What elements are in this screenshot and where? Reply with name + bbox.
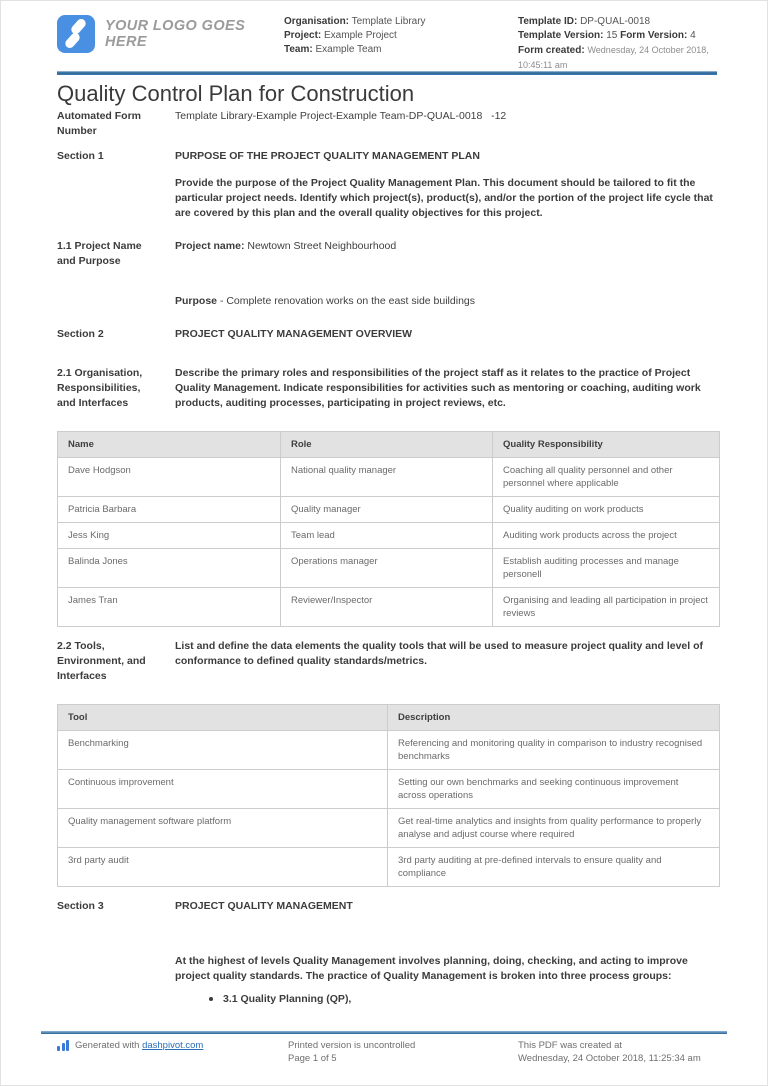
pdf-created-timestamp: Wednesday, 24 October 2018, 11:25:34 am xyxy=(518,1053,701,1064)
section-3-body: At the highest of levels Quality Management involves planning, doing, checking, and acting to improve project quality standards. The practice of Quality Management is broken into three process groups: xyxy=(175,955,688,982)
section-1-1-row xyxy=(57,239,717,309)
table-cell: Reviewer/Inspector xyxy=(281,588,493,627)
form-created-label: Form created: xyxy=(518,45,585,56)
generated-with-text: Generated with xyxy=(75,1040,140,1051)
section-2-row xyxy=(57,327,717,342)
table-cell: Quality management software platform xyxy=(58,809,388,848)
table-row xyxy=(58,809,720,848)
table-row xyxy=(58,497,720,523)
form-version-value: 4 xyxy=(690,30,696,41)
page-header xyxy=(1,1,767,70)
table-cell: National quality manager xyxy=(281,458,493,497)
dashpivot-link[interactable]: dashpivot.com xyxy=(142,1040,204,1051)
table-cell: Patricia Barbara xyxy=(58,497,281,523)
purpose-label: Purpose xyxy=(175,295,218,307)
section-2-1-body: Describe the primary roles and responsibilities of the project staff as it relates to the practice of Project Quality Management. Indicate responsibilities for activities such as mentoring or coaching, auditing work products, auditing processes, participating in project reviews, etc. xyxy=(175,367,701,409)
table-cell: Quality auditing on work products xyxy=(493,497,720,523)
section-3-bullet-item xyxy=(209,992,717,1007)
section-3-label: Section 3 xyxy=(57,900,104,912)
table-cell: Dave Hodgson xyxy=(58,458,281,497)
table-cell: Continuous improvement xyxy=(58,770,388,809)
header-meta-left xyxy=(284,15,518,57)
organisation-value: Template Library xyxy=(351,16,426,27)
logo xyxy=(57,15,284,53)
table-cell: 3rd party audit xyxy=(58,848,388,887)
tools-header-description: Description xyxy=(388,705,720,731)
section-1-body: Provide the purpose of the Project Quality Management Plan. This document should be tailored to fit the particular project needs. Identify which project(s), product(s), and/or the portion of the project life cycle that are covered by this plan and the overall quality objectives for this project. xyxy=(175,177,713,219)
purpose-line xyxy=(175,294,717,309)
section-2-1-label: 2.1 Organisation, Responsibilities, and Interfaces xyxy=(57,367,143,409)
table-cell: Coaching all quality personnel and other personnel where applicable xyxy=(493,458,720,497)
page-number-text: Page 1 of 5 xyxy=(288,1053,337,1064)
versions-line xyxy=(518,29,717,43)
tools-table-header-row xyxy=(58,705,720,731)
table-cell: Organising and leading all participation in project reviews xyxy=(493,588,720,627)
team-value: Example Team xyxy=(315,44,382,55)
project-line xyxy=(284,29,518,43)
section-1-1-label: 1.1 Project Name and Purpose xyxy=(57,240,142,267)
footer-created xyxy=(518,1039,727,1065)
section-3-row xyxy=(57,899,717,1007)
bullet-icon xyxy=(209,997,213,1001)
roles-table-header-row xyxy=(58,432,720,458)
section-2-heading: PROJECT QUALITY MANAGEMENT OVERVIEW xyxy=(175,328,413,340)
roles-header-role: Role xyxy=(281,432,493,458)
footer-printed xyxy=(288,1039,518,1065)
table-row xyxy=(58,588,720,627)
organisation-label: Organisation: xyxy=(284,16,350,27)
organisation-line xyxy=(284,15,518,29)
page-title: Quality Control Plan for Construction xyxy=(57,81,415,106)
table-cell: Auditing work products across the project xyxy=(493,523,720,549)
table-cell: Get real-time analytics and insights from quality performance to properly analyse and adjust course where required xyxy=(388,809,720,848)
form-created-line xyxy=(518,43,717,73)
automated-form-number-row xyxy=(57,109,717,139)
table-cell: Benchmarking xyxy=(58,731,388,770)
section-2-2-label: 2.2 Tools, Environment, and Interfaces xyxy=(57,640,146,682)
template-id-value: DP-QUAL-0018 xyxy=(580,16,651,27)
automated-form-number-value: Template Library-Example Project-Example Team-DP-QUAL-0018 -12 xyxy=(175,110,507,122)
template-id-label: Template ID: xyxy=(518,16,578,27)
section-1-label: Section 1 xyxy=(57,150,104,162)
form-version-label: Form Version: xyxy=(620,30,688,41)
section-2-2-body: List and define the data elements the quality tools that will be used to measure project quality and level of conformance to defined quality standards/metrics. xyxy=(175,640,704,667)
printed-version-text: Printed version is uncontrolled xyxy=(288,1040,416,1051)
footer-generated xyxy=(41,1039,288,1065)
table-cell: Quality manager xyxy=(281,497,493,523)
pdf-created-label: This PDF was created at xyxy=(518,1040,623,1051)
table-row xyxy=(58,770,720,809)
table-cell: Referencing and monitoring quality in comparison to industry recognised benchmarks xyxy=(388,731,720,770)
table-row xyxy=(58,523,720,549)
section-2-2-row xyxy=(57,639,717,684)
automated-form-number-label: Automated Form Number xyxy=(57,110,141,137)
table-row xyxy=(58,731,720,770)
table-row xyxy=(58,848,720,887)
table-cell: Setting our own benchmarks and seeking continuous improvement across operations xyxy=(388,770,720,809)
section-3-heading: PROJECT QUALITY MANAGEMENT xyxy=(175,900,353,912)
form-created-value: Wednesday, 24 October 2018, 10:45:11 am xyxy=(518,45,709,70)
template-version-label: Template Version: xyxy=(518,30,604,41)
table-cell: Team lead xyxy=(281,523,493,549)
project-value: Example Project xyxy=(324,30,397,41)
tools-table xyxy=(57,704,720,887)
logo-icon xyxy=(57,15,95,53)
table-cell: Jess King xyxy=(58,523,281,549)
section-2-label: Section 2 xyxy=(57,328,104,340)
table-cell: Establish auditing processes and manage personell xyxy=(493,549,720,588)
purpose-value: - Complete renovation works on the east side buildings xyxy=(219,295,475,307)
table-cell: Operations manager xyxy=(281,549,493,588)
template-version-value: 15 xyxy=(606,30,618,41)
section-2-1-row xyxy=(57,366,717,411)
section-1-heading: PURPOSE OF THE PROJECT QUALITY MANAGEMENT PLAN xyxy=(175,150,480,162)
team-label: Team: xyxy=(284,44,313,55)
table-row xyxy=(58,458,720,497)
header-meta-right xyxy=(518,15,717,73)
section-1-row xyxy=(57,149,717,221)
page-footer xyxy=(41,1031,727,1065)
project-name-value: Newtown Street Neighbourhood xyxy=(247,240,397,252)
generated-with-line xyxy=(75,1039,203,1052)
tools-header-tool: Tool xyxy=(58,705,388,731)
roles-table xyxy=(57,431,720,627)
roles-header-name: Name xyxy=(58,432,281,458)
team-line xyxy=(284,43,518,57)
project-name-label: Project name: xyxy=(175,240,245,252)
table-cell: Balinda Jones xyxy=(58,549,281,588)
bullet-text: 3.1 Quality Planning (QP), xyxy=(223,993,352,1005)
logo-placeholder-text: YOUR LOGO GOES HERE xyxy=(105,18,246,50)
roles-header-responsibility: Quality Responsibility xyxy=(493,432,720,458)
bar-chart-icon xyxy=(57,1040,69,1051)
table-row xyxy=(58,549,720,588)
project-label: Project: xyxy=(284,30,322,41)
project-name-line xyxy=(175,239,717,254)
template-id-line xyxy=(518,15,717,29)
table-cell: 3rd party auditing at pre-defined intervals to ensure quality and compliance xyxy=(388,848,720,887)
table-cell: James Tran xyxy=(58,588,281,627)
